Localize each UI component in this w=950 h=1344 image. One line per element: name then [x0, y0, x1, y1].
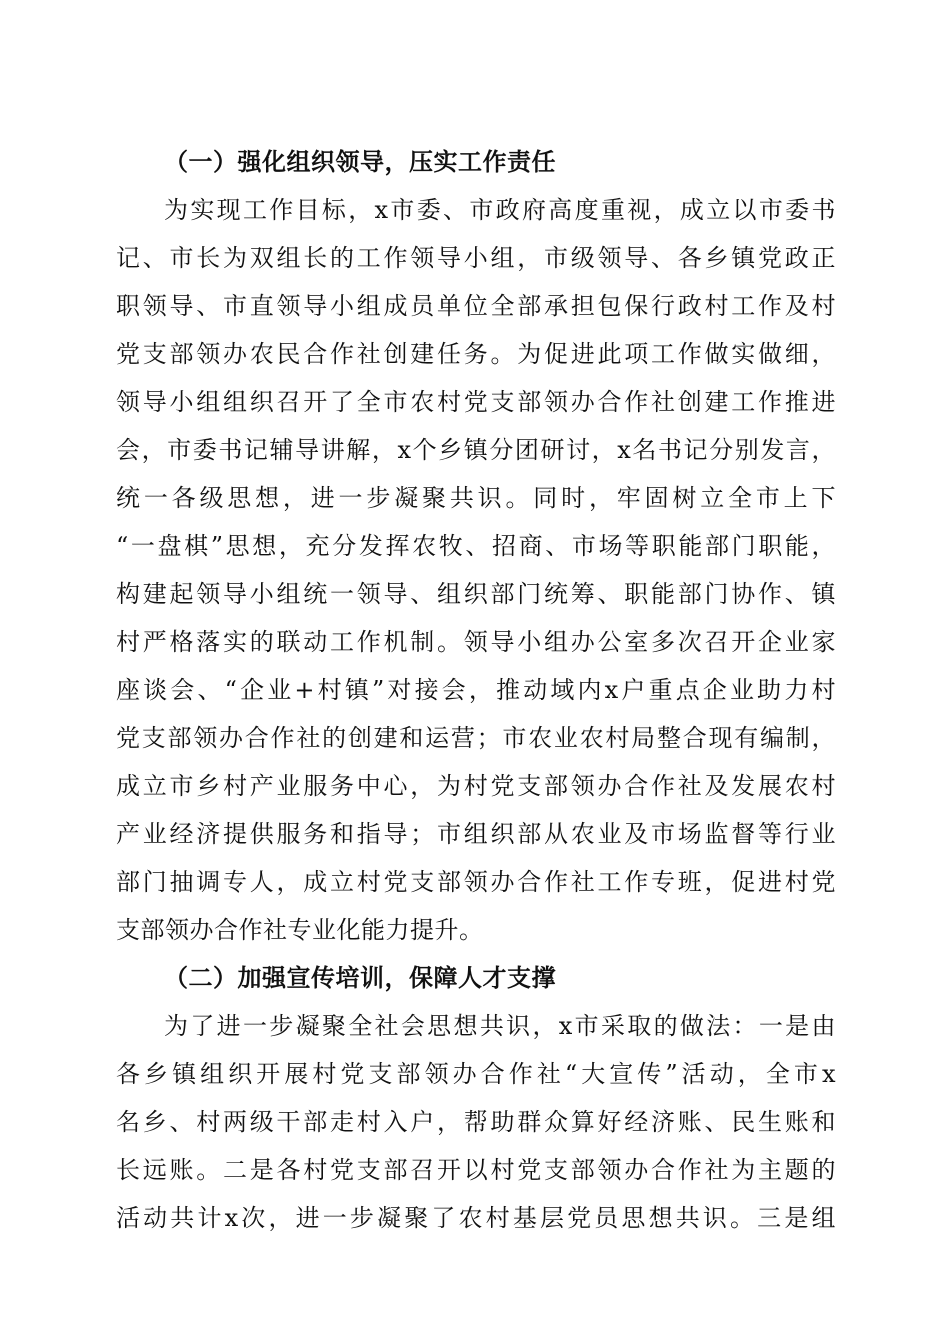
section-1-line: 为实现工作目标，x市委、市政府高度重视，成立以市委书	[164, 196, 836, 224]
section-1-line: 会，市委书记辅导讲解，x个乡镇分团研讨，x名书记分别发言，	[116, 436, 836, 464]
section-2-heading: （二）加强宣传培训，保障人才支撑	[164, 963, 556, 992]
section-1-line: 支部领办合作社专业化能力提升。	[116, 916, 484, 944]
section-1-heading: （一）强化组织领导，压实工作责任	[164, 147, 556, 176]
section-1-line: 党支部领办农民合作社创建任务。为促进此项工作做实做细，	[116, 340, 836, 368]
section-1-line: 产业经济提供服务和指导；市组织部从农业及市场监督等行业	[116, 820, 836, 848]
section-1-line: 座谈会、“企业+村镇”对接会，推动域内x户重点企业助力村	[116, 676, 836, 704]
section-1-line: 构建起领导小组统一领导、组织部门统筹、职能部门协作、镇	[116, 580, 836, 608]
section-1-line: 统一各级思想，进一步凝聚共识。同时，牢固树立全市上下	[116, 484, 836, 512]
section-1-line: 党支部领办合作社的创建和运营；市农业农村局整合现有编制，	[116, 724, 836, 752]
section-2-line: 长远账。二是各村党支部召开以村党支部领办合作社为主题的	[116, 1156, 836, 1184]
section-1-line: 部门抽调专人，成立村党支部领办合作社工作专班，促进村党	[116, 868, 836, 896]
section-2-line: 各乡镇组织开展村党支部领办合作社“大宣传”活动，全市x	[116, 1060, 836, 1088]
section-1-line: 村严格落实的联动工作机制。领导小组办公室多次召开企业家	[116, 628, 836, 656]
section-2-line: 为了进一步凝聚全社会思想共识，x市采取的做法：一是由	[164, 1012, 836, 1040]
section-2-line: 名乡、村两级干部走村入户，帮助群众算好经济账、民生账和	[116, 1108, 836, 1136]
section-1-line: “一盘棋”思想，充分发挥农牧、招商、市场等职能部门职能，	[116, 532, 836, 560]
section-2-line: 活动共计x次，进一步凝聚了农村基层党员思想共识。三是组	[116, 1204, 836, 1232]
section-1-line: 记、市长为双组长的工作领导小组，市级领导、各乡镇党政正	[116, 244, 836, 272]
section-1-line: 领导小组组织召开了全市农村党支部领办合作社创建工作推进	[116, 388, 836, 416]
section-1-line: 职领导、市直领导小组成员单位全部承担包保行政村工作及村	[116, 292, 836, 320]
section-1-line: 成立市乡村产业服务中心，为村党支部领办合作社及发展农村	[116, 772, 836, 800]
